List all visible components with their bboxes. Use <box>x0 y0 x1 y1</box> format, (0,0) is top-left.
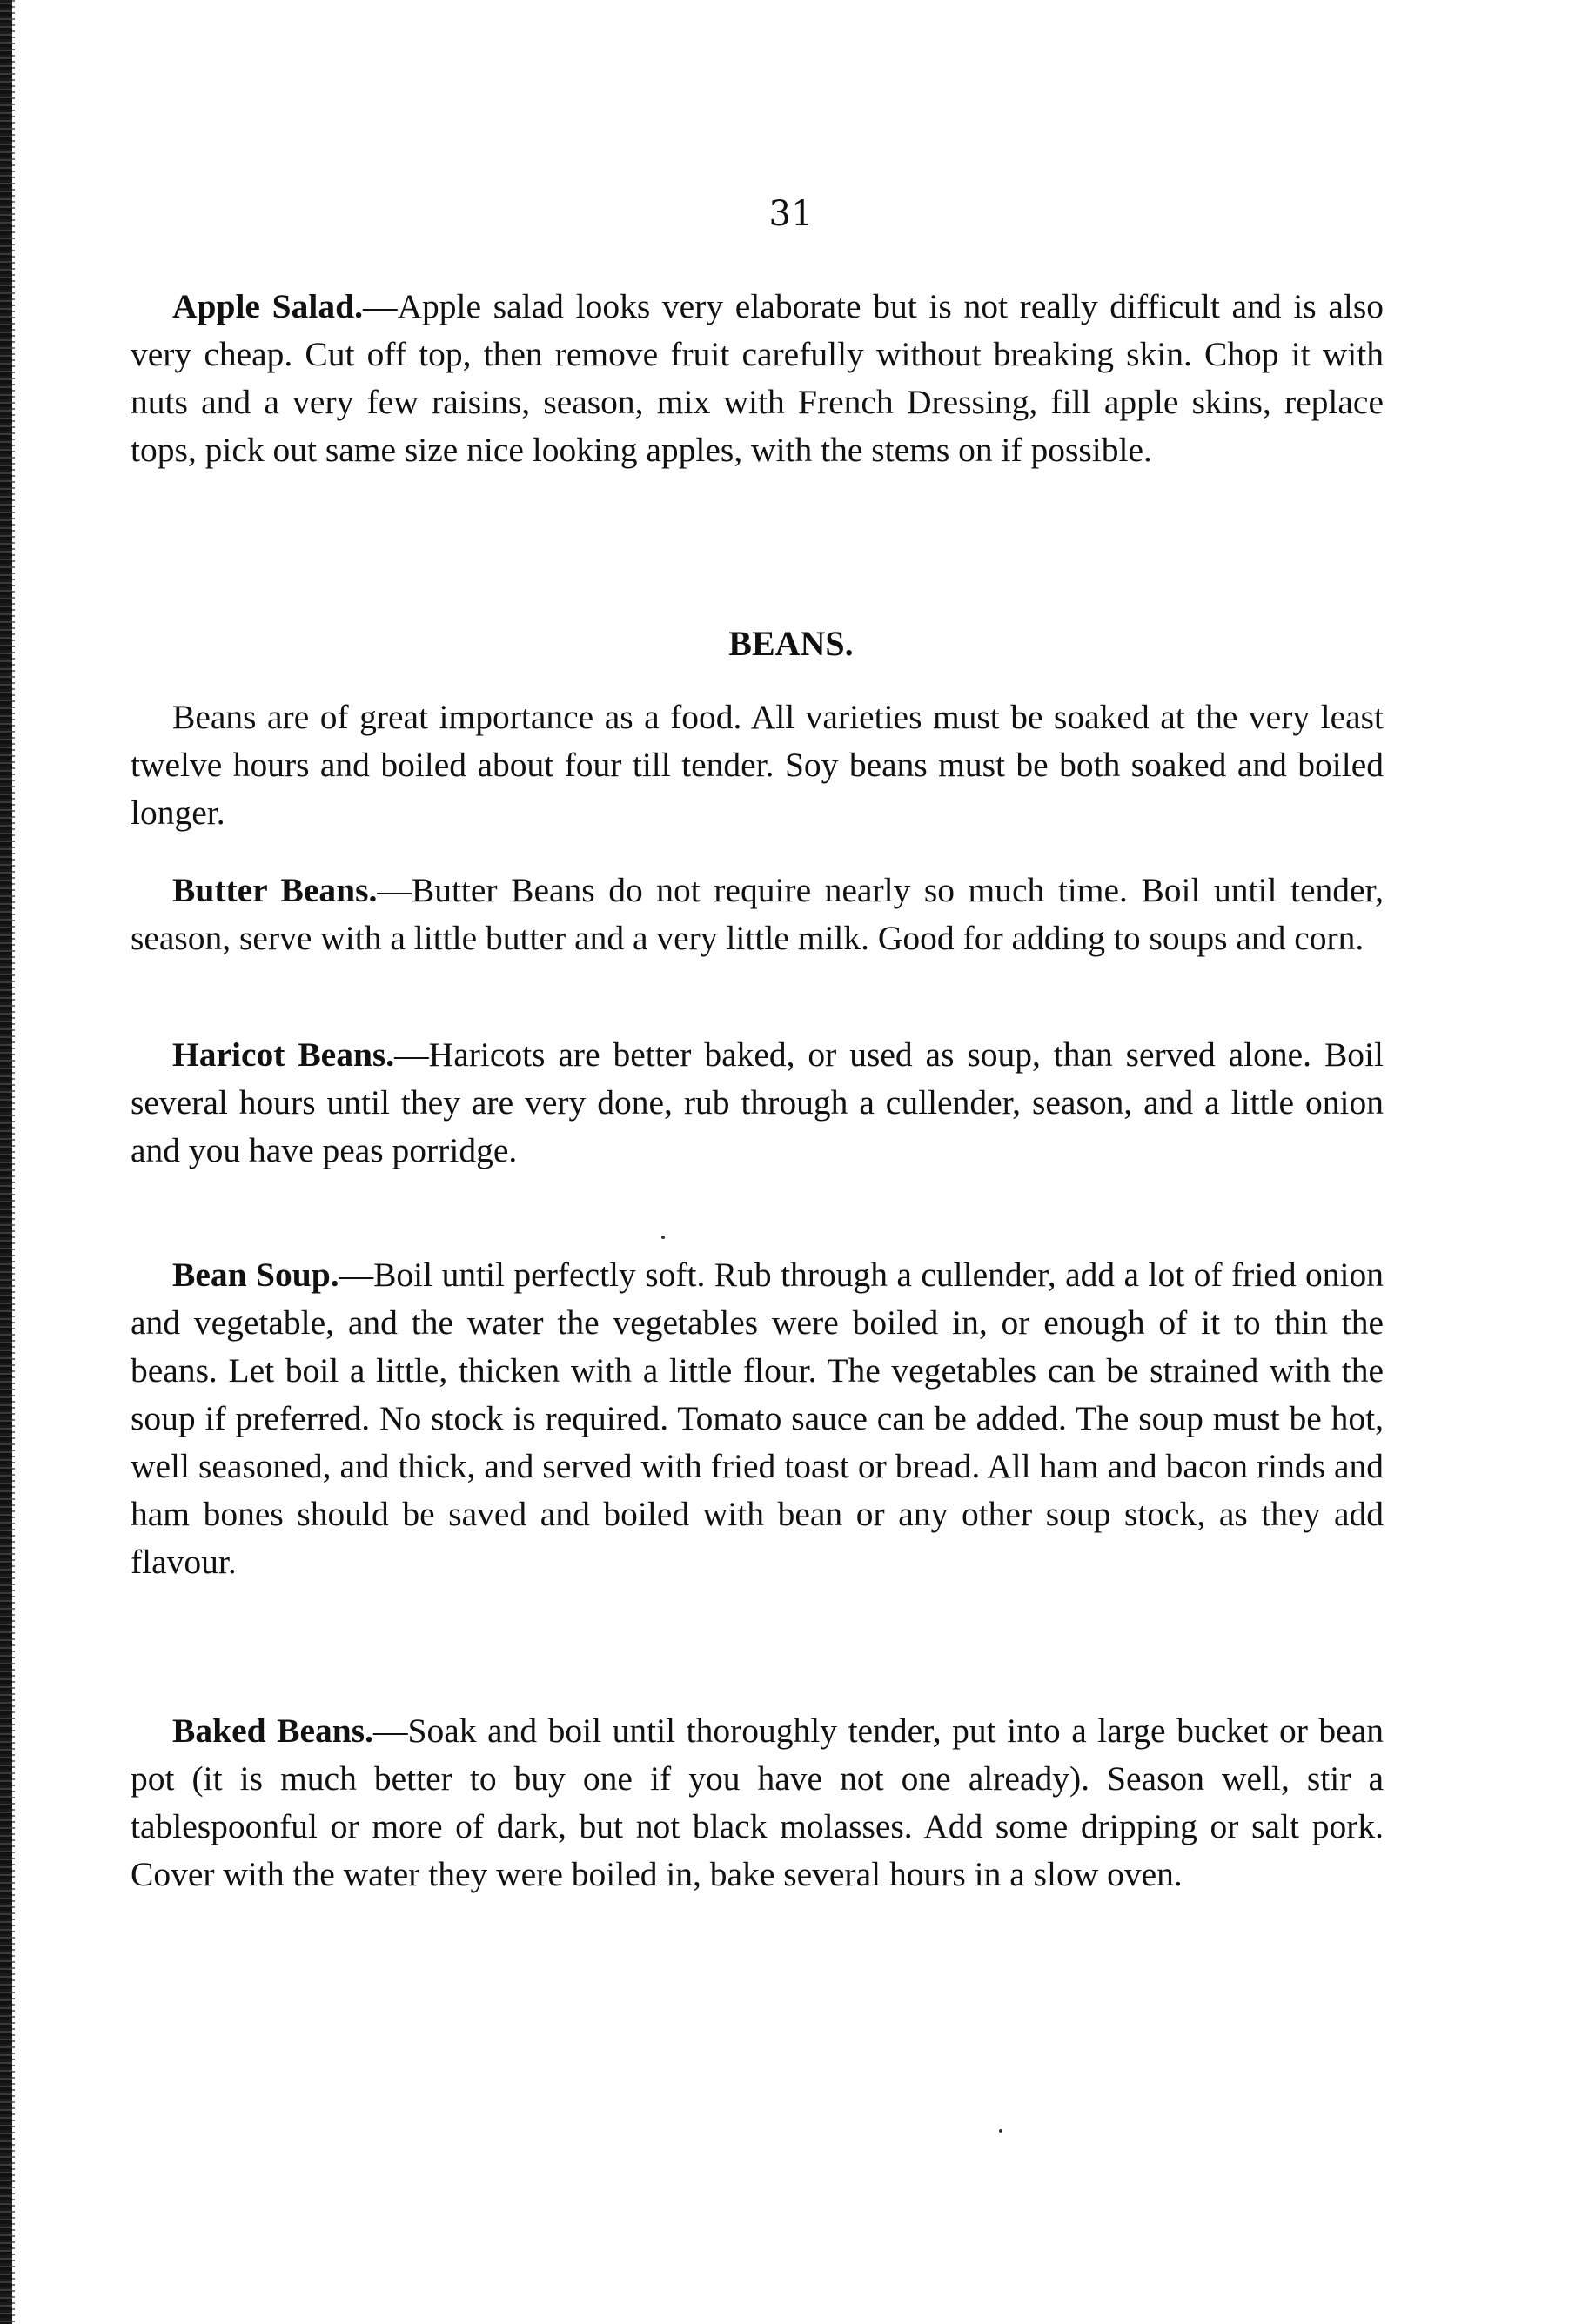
print-speck <box>999 2129 1002 2133</box>
binding-shadow <box>12 0 15 2324</box>
apple-salad-term: Apple Salad. <box>172 287 363 325</box>
book-binding-edge <box>0 0 12 2324</box>
beans-intro-paragraph: Beans are of great importance as a food. All varieties must be soaked at the very least twelve hours and boiled about four till tender. Soy beans must be both soaked and boiled longer. <box>131 698 1384 832</box>
haricot-beans-paragraph <box>131 1031 1384 1175</box>
butter-beans-text: —Butter Beans do not require nearly so much time. Boil until tender, season, serve with a little butter and a very little milk. Good for adding to soups and corn. <box>131 871 1384 957</box>
baked-beans-paragraph <box>131 1707 1384 1899</box>
print-speck <box>661 1236 665 1239</box>
apple-salad-paragraph <box>131 283 1384 474</box>
page-number: 31 <box>768 194 814 234</box>
beans-heading: BEANS. <box>728 624 854 663</box>
bean-soup-paragraph <box>131 1251 1384 1586</box>
bean-soup-text: —Boil until perfectly soft. Rub through a cullender, add a lot of fried onion and vegetable, and the water the vegetables were boiled in, or enough of it to thin the beans. Let boil a little, thicken with a little flour. The vegetables can be strained with the soup if preferred. No stock is required. Tomato sauce can be added. The soup must be hot, well seasoned, and thick, and served with fried toast or bread. All ham and bacon rinds and ham bones should be saved and boiled with bean or any other soup stock, as they add flavour. <box>131 1256 1384 1581</box>
baked-beans-term: Baked Beans. <box>172 1711 373 1750</box>
butter-beans-paragraph <box>131 867 1384 962</box>
butter-beans-term: Butter Beans. <box>172 871 378 909</box>
apple-salad-text: —Apple salad looks very elaborate but is not really difficult and is also very cheap. Cut off top, then remove fruit carefully without breaking skin. Chop it with nuts and a very few raisins, season, mix with French Dressing, fill apple skins, replace tops, pick out same size nice looking apples, with the stems on if possible. <box>131 287 1384 469</box>
haricot-beans-text: —Haricots are better baked, or used as soup, than served alone. Boil several hours until they are very done, rub through a cullender, season, and a little onion and you have peas porridge. <box>131 1035 1384 1169</box>
bean-soup-term: Bean Soup. <box>172 1256 339 1294</box>
haricot-beans-term: Haricot Beans. <box>172 1035 395 1074</box>
baked-beans-text: —Soak and boil until thoroughly tender, put into a large bucket or bean pot (it is much better to buy one if you have not one already). Season well, stir a tablespoonful or more of dark, but not black molasses. Add some dripping or salt pork. Cover with the water they were boiled in, bake several hours in a slow oven. <box>131 1711 1384 1893</box>
